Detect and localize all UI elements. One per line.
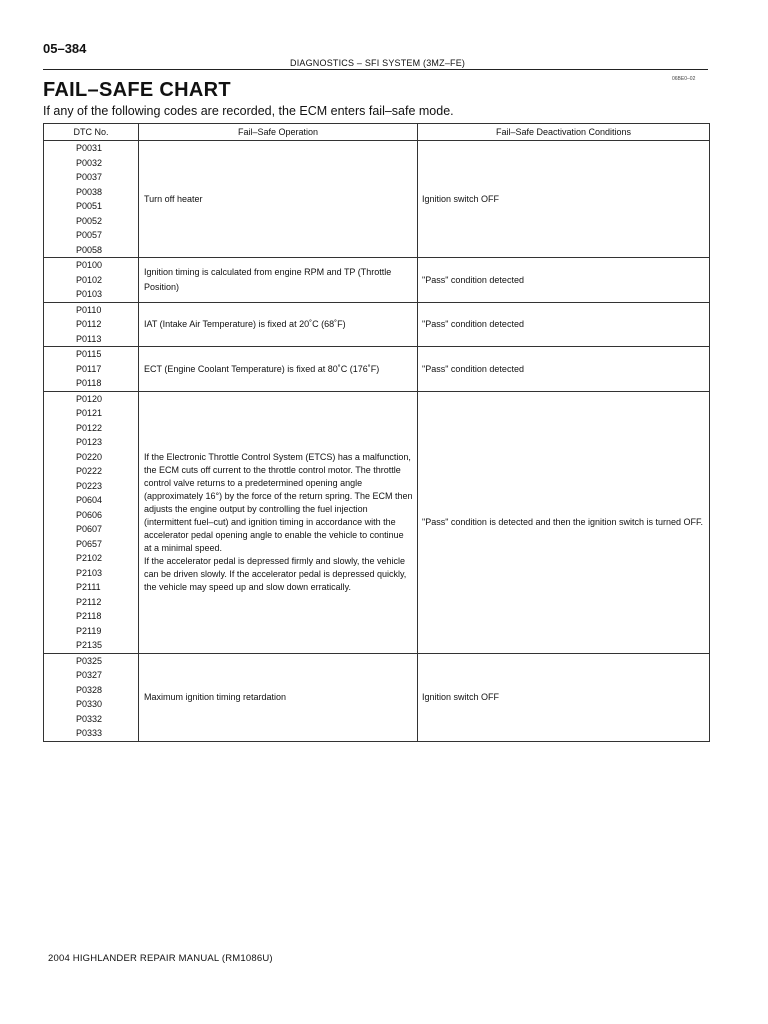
operation-cell: Maximum ignition timing retardation bbox=[139, 653, 418, 741]
dtc-code: P0220 bbox=[76, 451, 103, 462]
dtc-cell bbox=[44, 347, 139, 392]
header-dtc: DTC No. bbox=[44, 124, 139, 141]
dtc-code: P0037 bbox=[76, 172, 103, 182]
deactivation-cell: Ignition switch OFF bbox=[418, 141, 710, 258]
dtc-cell bbox=[44, 302, 139, 347]
table-row bbox=[44, 302, 710, 347]
intro-text: If any of the following codes are recorded, the ECM enters fail–safe mode. bbox=[43, 104, 454, 118]
table-row bbox=[44, 347, 710, 392]
operation-cell: IAT (Intake Air Temperature) is fixed at 20˚C (68˚F) bbox=[139, 302, 418, 347]
page-title: FAIL–SAFE CHART bbox=[43, 79, 231, 101]
dtc-code: P0102 bbox=[76, 274, 103, 285]
dtc-code: P0051 bbox=[76, 201, 103, 211]
dtc-code: P0333 bbox=[76, 728, 103, 738]
dtc-code: P0112 bbox=[76, 319, 102, 329]
dtc-code: P2135 bbox=[76, 640, 103, 650]
deactivation-cell: "Pass" condition is detected and then the ignition switch is turned OFF. bbox=[418, 391, 710, 653]
dtc-code: P0604 bbox=[76, 495, 103, 505]
page-number: 05–384 bbox=[43, 41, 87, 56]
operation-cell bbox=[139, 391, 418, 653]
footer-manual-title: 2004 HIGHLANDER REPAIR MANUAL (RM1086U) bbox=[48, 953, 273, 964]
dtc-cell bbox=[44, 258, 139, 303]
dtc-code: P0115 bbox=[76, 349, 102, 359]
dtc-code: P0031 bbox=[76, 143, 103, 153]
operation-cell: Turn off heater bbox=[139, 141, 418, 258]
dtc-cell bbox=[44, 391, 139, 653]
section-header: DIAGNOSTICS – SFI SYSTEM (3MZ–FE) bbox=[290, 58, 466, 68]
deactivation-cell: "Pass" condition detected bbox=[418, 302, 710, 347]
dtc-cell bbox=[44, 653, 139, 741]
dtc-code: P0058 bbox=[76, 244, 103, 255]
etcs-operation-text: If the Electronic Throttle Control System (ETCS) has a malfunction, the ECM cuts off current to the throttle control motor. The throttle control valve returns to a predetermined opening angle (approximately 16°) by the force of the return spring. The ECM then adjusts the engine output by controlling the fuel injection (intermittent fuel–cut) and ignition timing in accordance with the accelerator pedal opening angle to enable the vehicle to continue at a minimal speed. bbox=[144, 451, 413, 553]
dtc-code: P2111 bbox=[76, 582, 101, 592]
table-header-row bbox=[44, 124, 710, 141]
dtc-code: P2119 bbox=[76, 625, 102, 636]
deactivation-cell: "Pass" condition detected bbox=[418, 258, 710, 303]
operation-cell: ECT (Engine Coolant Temperature) is fixed at 80˚C (176˚F) bbox=[139, 347, 418, 392]
dtc-code: P0057 bbox=[76, 230, 103, 240]
dtc-code: P0052 bbox=[76, 215, 103, 226]
fail-safe-table bbox=[43, 123, 710, 742]
table-row bbox=[44, 391, 710, 653]
dtc-code: P2102 bbox=[76, 553, 103, 563]
operation-cell: Ignition timing is calculated from engine RPM and TP (Throttle Position) bbox=[139, 258, 418, 303]
dtc-code: P0103 bbox=[76, 289, 103, 299]
dtc-cell bbox=[44, 141, 139, 258]
dtc-code: P0123 bbox=[76, 437, 103, 447]
dtc-code: P0120 bbox=[76, 393, 103, 404]
dtc-code: P2103 bbox=[76, 567, 103, 578]
header-rule bbox=[43, 69, 708, 70]
dtc-code: P0122 bbox=[76, 422, 103, 433]
dtc-code: P0327 bbox=[76, 670, 103, 680]
dtc-code: P0607 bbox=[76, 524, 103, 534]
table-row bbox=[44, 141, 710, 258]
deactivation-cell: "Pass" condition detected bbox=[418, 347, 710, 392]
table-row bbox=[44, 258, 710, 303]
dtc-code: P0038 bbox=[76, 186, 103, 197]
dtc-code: P2118 bbox=[76, 611, 102, 621]
header-operation: Fail–Safe Operation bbox=[139, 124, 418, 141]
dtc-code: P0325 bbox=[76, 655, 103, 666]
dtc-code: P0100 bbox=[76, 260, 103, 270]
dtc-code: P0222 bbox=[76, 466, 103, 476]
document-code: 06BE0–02 bbox=[672, 76, 696, 82]
dtc-code: P0330 bbox=[76, 699, 103, 709]
etcs-operation-note: If the accelerator pedal is depressed firmly and slowly, the vehicle can be driven slowly. If the accelerator pedal is depressed quickly, the vehicle may speed up and slow down erratically. bbox=[144, 555, 407, 592]
dtc-code: P0032 bbox=[76, 157, 103, 168]
dtc-code: P0110 bbox=[76, 304, 102, 315]
dtc-code: P0117 bbox=[76, 363, 102, 374]
dtc-code: P0113 bbox=[76, 333, 102, 344]
dtc-code: P0328 bbox=[76, 684, 103, 695]
dtc-code: P0606 bbox=[76, 509, 103, 520]
dtc-code: P0332 bbox=[76, 713, 103, 724]
dtc-code: P0121 bbox=[76, 408, 103, 418]
dtc-code: P0118 bbox=[76, 378, 102, 388]
deactivation-cell: Ignition switch OFF bbox=[418, 653, 710, 741]
dtc-code: P0657 bbox=[76, 538, 103, 549]
table-row bbox=[44, 653, 710, 741]
dtc-code: P2112 bbox=[76, 596, 102, 607]
dtc-code: P0223 bbox=[76, 480, 103, 491]
header-deactivation: Fail–Safe Deactivation Conditions bbox=[418, 124, 710, 141]
